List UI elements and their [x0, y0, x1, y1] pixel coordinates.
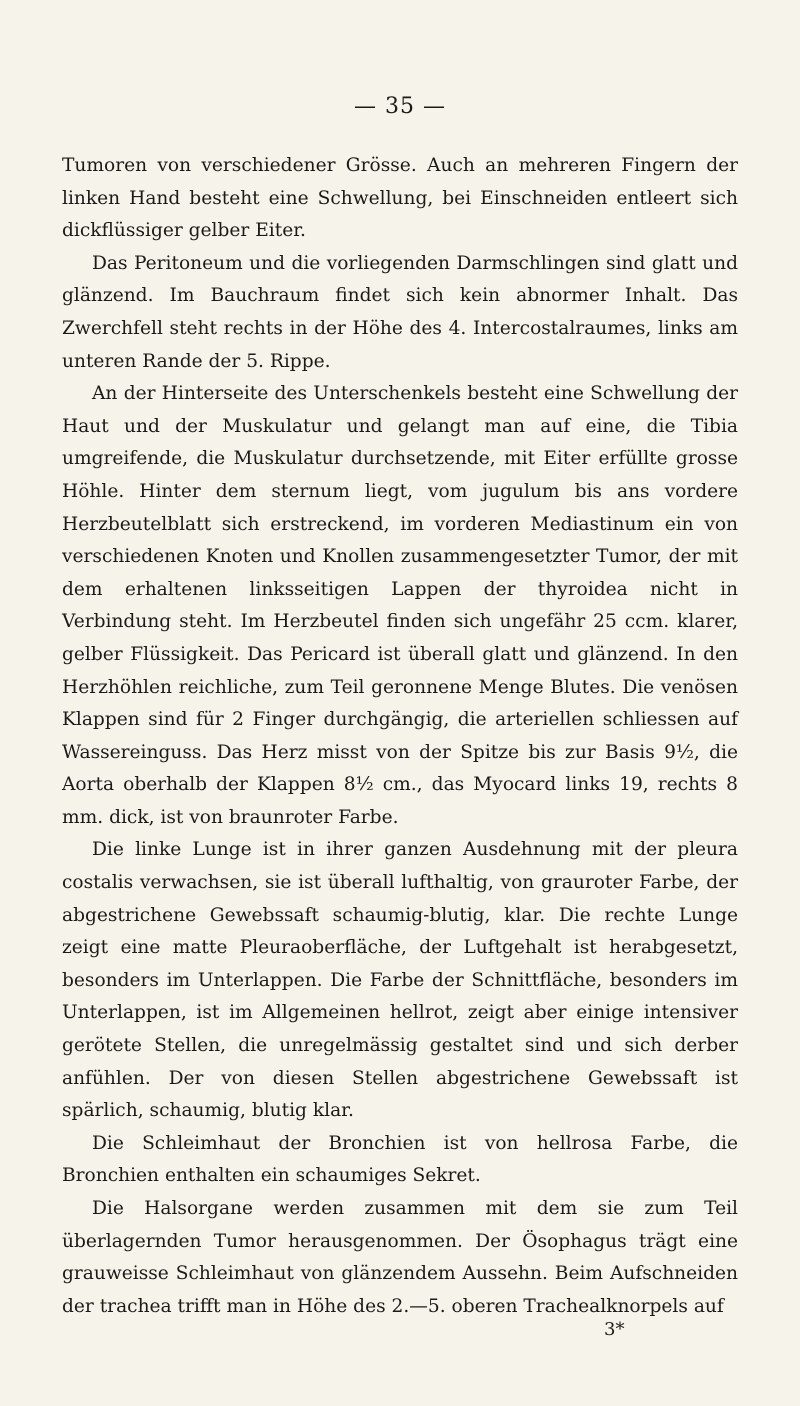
paragraph-2: Das Peritoneum und die vorliegenden Darmschlingen sind glatt und glänzend. Im Bauchraum findet sich kein abnormer Inhalt. Das Zwerchfell steht rechts in der Höhe des 4. Intercostalraumes, links am unteren Rande der 5. Rippe.	[62, 252, 738, 372]
signature-mark: 3*	[604, 1319, 625, 1340]
paragraph-3: An der Hinterseite des Unterschenkels besteht eine Schwellung der Haut und der Muskulatur und gelangt man auf eine, die Tibia umgreifende, die Muskulatur durchsetzende, mit Eiter erfüllte grosse Höhle. Hinter dem sternum liegt, vom jugulum bis ans vordere Herzbeutelblatt sich erstreckend, im vorderen Mediastinum ein von verschiedenen Knoten und Knollen zusammengesetzter Tumor, der mit dem erhaltenen linksseitigen Lappen der thyroidea nicht in Verbindung steht. Im Herzbeutel finden sich ungefähr 25 ccm. klarer, gelber Flüssigkeit. Das Pericard ist überall glatt und glänzend. In den Herzhöhlen reichliche, zum Teil geronnene Menge Blutes. Die venösen Klappen sind für 2 Finger durchgängig, die arteriellen schliessen auf Wassereinguss. Das Herz misst von der Spitze bis zur Basis 9½, die Aorta oberhalb der Klappen 8½ cm., das Myocard links 19, rechts 8 mm. dick, ist von braunroter Farbe.	[62, 383, 738, 828]
paragraph-4: Die linke Lunge ist in ihrer ganzen Ausdehnung mit der pleura costalis verwachsen, sie ist überall lufthaltig, von grauroter Farbe, der abgestrichene Gewebssaft schaumig-blutig, klar. Die rechte Lunge zeigt eine matte Pleuraoberfläche, der Luftgehalt ist herabgesetzt, besonders im Unterlappen. Die Farbe der Schnittfläche, besonders im Unterlappen, ist im Allgemeinen hellrot, zeigt aber einige intensiver gerötete Stellen, die unregelmässig gestaltet sind und sich derber anfühlen. Der von diesen Stellen abgestrichene Gewebssaft ist spärlich, schaumig, blutig klar.	[62, 839, 738, 1122]
paragraph-5: Die Schleimhaut der Bronchien ist von hellrosa Farbe, die Bronchien enthalten ein schaumiges Sekret.	[62, 1132, 738, 1187]
body-text	[62, 150, 738, 1323]
page-number: — 35 —	[354, 94, 446, 119]
paragraph-1: Tumoren von verschiedener Grösse. Auch an mehreren Fingern der linken Hand besteht eine Schwellung, bei Einschneiden entleert sich dickflüssiger gelber Eiter.	[62, 155, 738, 242]
paragraph-6: Die Halsorgane werden zusammen mit dem sie zum Teil überlagernden Tumor herausgenommen. Der Ösophagus trägt eine grauweisse Schleimhaut von glänzendem Aussehn. Beim Aufschneiden der trachea trifft man in Höhe des 2.—5. oberen Trachealknorpels auf	[62, 1198, 738, 1317]
